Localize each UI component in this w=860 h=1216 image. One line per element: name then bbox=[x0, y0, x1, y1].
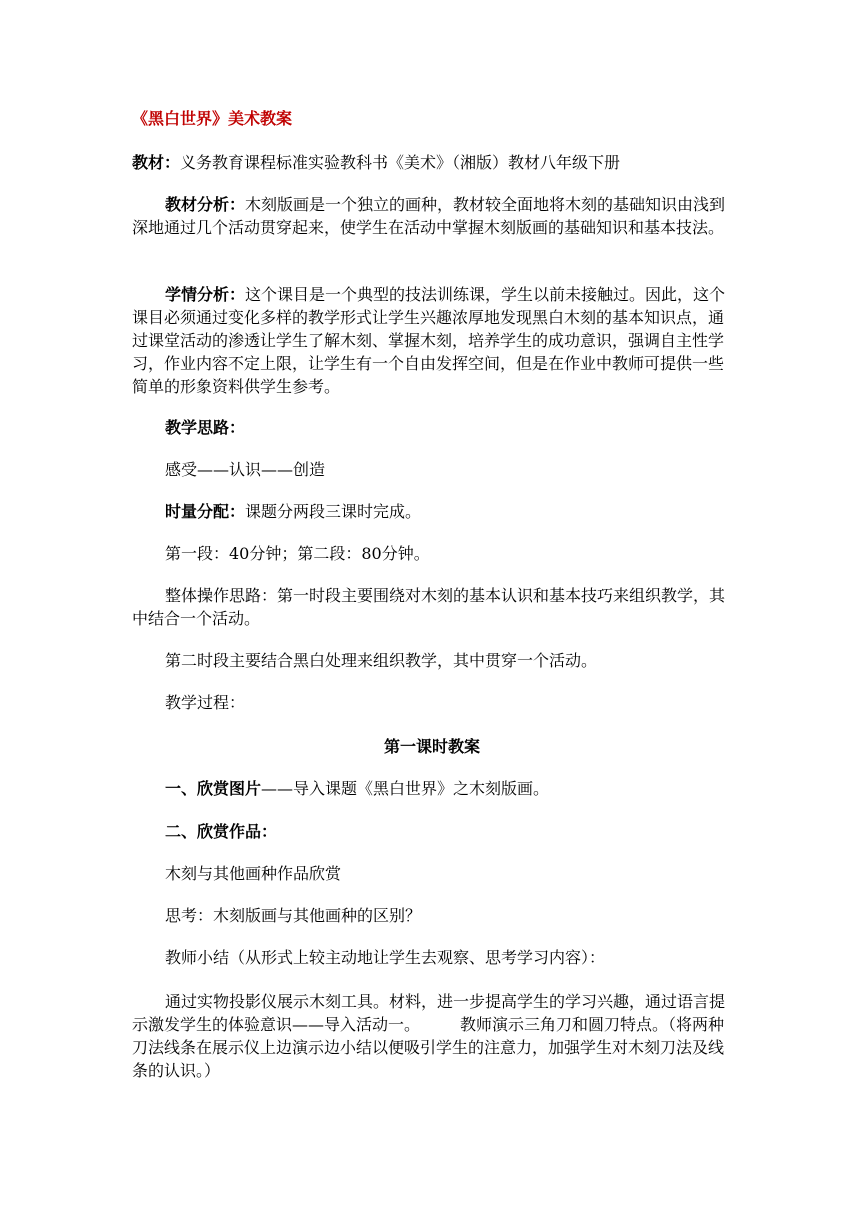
last-paragraph bbox=[132, 990, 732, 1082]
overall-paragraph: 整体操作思路：第一时段主要围绕对木刻的基本认识和基本技巧来组织教学，其中结合一个活动。 bbox=[132, 586, 726, 628]
textbook-text: 义务教育课程标准实验教科书《美术》（湘版）教材八年级下册 bbox=[180, 153, 621, 172]
step1-line bbox=[132, 777, 732, 800]
second-paragraph: 第二时段主要结合黑白处理来组织教学，其中贯穿一个活动。 bbox=[165, 651, 598, 670]
step2-label: 二、欣赏作品： bbox=[165, 822, 278, 841]
last-paragraph-b: 教师演示三角刀和圆刀特点。（将两种刀法线条在展示仪上边演示边小结以便吸引学生的注意力，加强学生对木刻刀法及线条的认识。） bbox=[132, 1015, 725, 1080]
analysis-label: 教材分析： bbox=[165, 195, 246, 214]
appreciate-line: 木刻与其他画种作品欣赏 bbox=[165, 864, 342, 883]
segments-line: 第一段：40分钟；第二段：80分钟。 bbox=[165, 544, 430, 563]
textbook-line bbox=[132, 151, 732, 174]
process-label: 教学过程： bbox=[165, 693, 246, 712]
student-paragraph bbox=[132, 283, 732, 398]
time-text: 课题分两段三课时完成。 bbox=[245, 502, 422, 521]
step1-label: 一、欣赏图片 bbox=[165, 779, 262, 798]
think-line: 思考：木刻版画与其他画种的区别？ bbox=[165, 906, 422, 925]
analysis-text: 木刻版画是一个独立的画种，教材较全面地将木刻的基础知识由浅到深地通过几个活动贯穿起来，使学生在活动中掌握木刻版画的基础知识和基本技法。 bbox=[132, 195, 726, 237]
idea-text: 感受——认识——创造 bbox=[165, 460, 326, 479]
analysis-paragraph bbox=[132, 193, 732, 239]
student-text: 这个课目是一个典型的技法训练课，学生以前未接触过。因此，这个课目必须通过变化多样的教学形式让学生兴趣浓厚地发现黑白木刻的基本知识点，通过课堂活动的渗透让学生了解木刻、掌握木刻，培养学生的成功意识，强调自主性学习，作业内容不定上限，让学生有一个自由发挥空间，但是在作业中教师可提供一些简单的形象资料供学生参考。 bbox=[132, 285, 726, 396]
doc-title: 《黑白世界》美术教案 bbox=[132, 109, 293, 128]
time-paragraph bbox=[132, 500, 732, 523]
time-label: 时量分配： bbox=[165, 502, 246, 521]
idea-label: 教学思路： bbox=[165, 418, 246, 437]
lesson1-title: 第一课时教案 bbox=[383, 737, 480, 756]
step1-text: ——导入课题《黑白世界》之木刻版画。 bbox=[261, 779, 550, 798]
summary-line: 教师小结（从形式上较主动地让学生去观察、思考学习内容）： bbox=[165, 948, 606, 967]
textbook-label: 教材： bbox=[132, 153, 181, 172]
student-label: 学情分析： bbox=[165, 285, 246, 304]
last-paragraph-a: 通过实物投影仪展示木刻工具。材料，进一步提高学生的学习兴趣，通过语言提示激发学生的体验意识——导入活动一。 bbox=[132, 992, 726, 1034]
